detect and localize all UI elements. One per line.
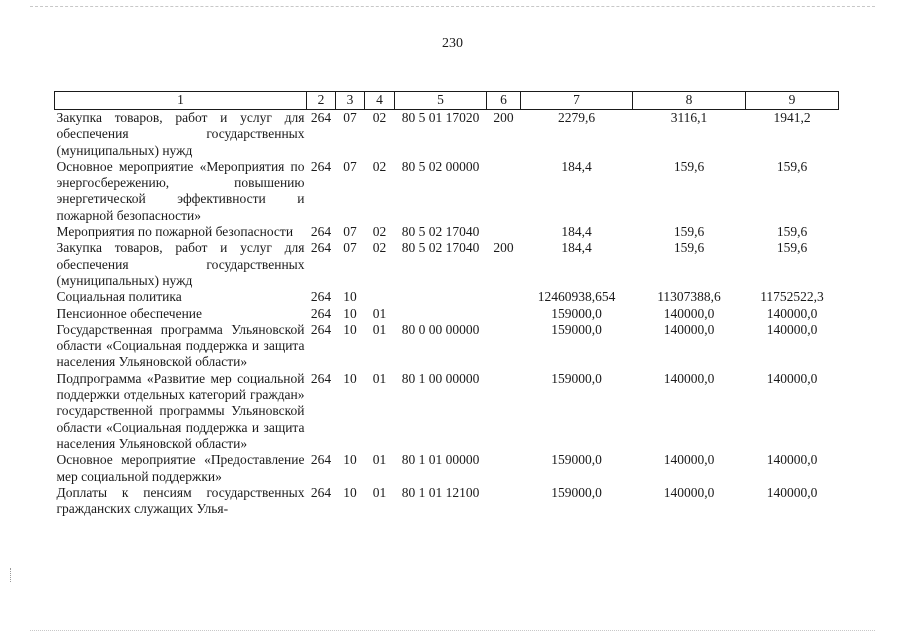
row-subsection-cell: 01 [372, 452, 387, 468]
row-subsection-cell [365, 289, 395, 305]
row-name-cell: Социальная политика [56, 289, 182, 305]
row-expense-type-cell: 200 [493, 240, 514, 256]
row-amount-col8-cell: 140000,0 [663, 305, 715, 321]
row-name-cell: Основное мероприятие «Предоставление мер социальной поддержки» [56, 452, 305, 484]
row-section-cell: 07 [343, 240, 357, 256]
row-target-article-cell: 80 5 02 00000 [401, 158, 480, 174]
row-amount-col9-cell: 159,6 [776, 224, 808, 240]
row-amount-col9-cell: 11752522,3 [760, 289, 824, 305]
row-subsection-cell: 01 [372, 370, 387, 386]
row-amount-col8-cell: 159,6 [673, 158, 705, 174]
row-section-cell: 07 [343, 110, 357, 125]
row-target-article-cell: 80 1 01 12100 [401, 484, 480, 500]
row-amount-col7-cell: 159000,0 [551, 305, 602, 321]
row-amount-col7-cell: 159000,0 [551, 321, 602, 337]
table-header-row [55, 92, 839, 110]
row-subsection-cell: 02 [372, 158, 387, 174]
row-amount-col7-cell: 159000,0 [551, 452, 602, 468]
table-row [55, 224, 839, 240]
row-code-cell: 264 [310, 224, 332, 240]
row-name-cell: Подпрограмма «Развитие мер социальной поддержки отдельных категорий граждан» государственной программы Ульяновской области «Социальная поддержка и защита населения Ульяновской области» [56, 370, 305, 451]
row-section-cell: 07 [343, 158, 357, 174]
table-row [55, 110, 839, 159]
table-row [55, 240, 839, 289]
row-amount-col9-cell: 1941,2 [773, 110, 811, 125]
row-amount-col9-cell: 159,6 [776, 240, 808, 256]
row-code-cell: 264 [310, 110, 332, 125]
row-amount-col8-cell: 159,6 [673, 224, 705, 240]
row-amount-col7-cell: 12460938,654 [537, 289, 616, 305]
column-header: 3 [336, 92, 365, 110]
row-subsection-cell: 01 [372, 305, 387, 321]
scan-edge-top [30, 6, 875, 7]
page-number: 230 [442, 36, 463, 51]
column-header: 2 [307, 92, 336, 110]
row-name-cell: Основное мероприятие «Мероприятия по энергосбережению, повышению энергетической эффективности и пожарной безопасности» [56, 158, 305, 223]
row-section-cell: 10 [343, 370, 357, 386]
row-expense-type-cell [487, 485, 521, 518]
table-row [55, 289, 839, 305]
row-amount-col8-cell: 3116,1 [670, 110, 708, 125]
row-amount-col8-cell: 11307388,6 [657, 289, 721, 305]
row-name-cell: Закупка товаров, работ и услуг для обеспечения государственных (муниципальных) нужд [56, 240, 305, 288]
row-expense-type-cell [487, 306, 521, 322]
row-section-cell: 10 [343, 305, 357, 321]
row-amount-col9-cell: 140000,0 [766, 321, 818, 337]
row-amount-col7-cell: 184,4 [561, 224, 592, 240]
row-code-cell: 264 [310, 452, 332, 468]
row-amount-col7-cell: 184,4 [561, 240, 592, 256]
row-amount-col8-cell: 140000,0 [663, 321, 715, 337]
row-code-cell: 264 [310, 305, 332, 321]
scan-edge-bottom [30, 630, 875, 631]
table-row [55, 306, 839, 322]
row-amount-col8-cell: 159,6 [673, 240, 705, 256]
budget-table [54, 91, 839, 517]
row-name-cell: Закупка товаров, работ и услуг для обеспечения государственных (муниципальных) нужд [56, 110, 305, 158]
row-target-article-cell: 80 1 01 00000 [401, 452, 480, 468]
column-header: 4 [365, 92, 395, 110]
row-amount-col8-cell: 140000,0 [663, 452, 715, 468]
table-row [55, 322, 839, 371]
column-header: 6 [487, 92, 521, 110]
scan-margin-mark [10, 568, 12, 582]
row-target-article-cell [395, 306, 487, 322]
row-amount-col9-cell: 140000,0 [766, 370, 818, 386]
row-expense-type-cell [487, 322, 521, 371]
row-target-article-cell: 80 5 02 17040 [401, 240, 480, 256]
row-code-cell: 264 [310, 240, 332, 256]
row-expense-type-cell [487, 452, 521, 485]
column-header: 7 [521, 92, 633, 110]
row-subsection-cell: 02 [372, 240, 387, 256]
row-target-article-cell: 80 5 01 17020 [401, 110, 480, 125]
row-amount-col8-cell: 140000,0 [663, 370, 715, 386]
row-amount-col9-cell: 140000,0 [766, 305, 818, 321]
row-subsection-cell: 02 [372, 224, 387, 240]
row-code-cell: 264 [310, 370, 332, 386]
row-amount-col9-cell: 140000,0 [766, 484, 818, 500]
row-section-cell: 10 [343, 289, 357, 305]
row-code-cell: 264 [310, 158, 332, 174]
row-expense-type-cell [487, 159, 521, 224]
row-amount-col9-cell: 159,6 [776, 158, 808, 174]
table-row [55, 159, 839, 224]
column-header: 5 [395, 92, 487, 110]
row-code-cell: 264 [310, 484, 332, 500]
row-amount-col7-cell: 184,4 [561, 158, 592, 174]
row-target-article-cell: 80 0 00 00000 [401, 321, 480, 337]
row-name-cell: Пенсионное обеспечение [56, 305, 203, 321]
row-section-cell: 10 [343, 321, 357, 337]
row-amount-col7-cell: 2279,6 [557, 110, 596, 125]
row-code-cell: 264 [310, 289, 332, 305]
column-header: 9 [746, 92, 839, 110]
table-row [55, 371, 839, 452]
row-code-cell: 264 [310, 321, 332, 337]
row-subsection-cell: 01 [372, 484, 387, 500]
row-target-article-cell [395, 289, 487, 305]
row-expense-type-cell [487, 224, 521, 240]
row-target-article-cell: 80 5 02 17040 [401, 224, 480, 240]
row-amount-col7-cell: 159000,0 [551, 484, 602, 500]
row-section-cell: 10 [343, 484, 357, 500]
column-header: 1 [55, 92, 307, 110]
row-section-cell: 07 [343, 224, 357, 240]
row-subsection-cell: 01 [372, 321, 387, 337]
column-header: 8 [633, 92, 746, 110]
row-expense-type-cell [487, 289, 521, 305]
row-expense-type-cell: 200 [493, 110, 514, 125]
row-target-article-cell: 80 1 00 00000 [401, 370, 480, 386]
row-name-cell: Доплаты к пенсиям государственных гражданских служащих Улья- [56, 484, 305, 517]
row-expense-type-cell [487, 371, 521, 452]
table-row [55, 452, 839, 485]
row-amount-col8-cell: 140000,0 [663, 484, 715, 500]
row-name-cell: Государственная программа Ульяновской области «Социальная поддержка и защита населения Ульяновской области» [56, 321, 305, 370]
row-amount-col7-cell: 159000,0 [551, 370, 602, 386]
row-name-cell: Мероприятия по пожарной безопасности [56, 224, 294, 240]
row-section-cell: 10 [343, 452, 357, 468]
row-subsection-cell: 02 [372, 110, 387, 125]
row-amount-col9-cell: 140000,0 [766, 452, 818, 468]
table-row [55, 485, 839, 518]
